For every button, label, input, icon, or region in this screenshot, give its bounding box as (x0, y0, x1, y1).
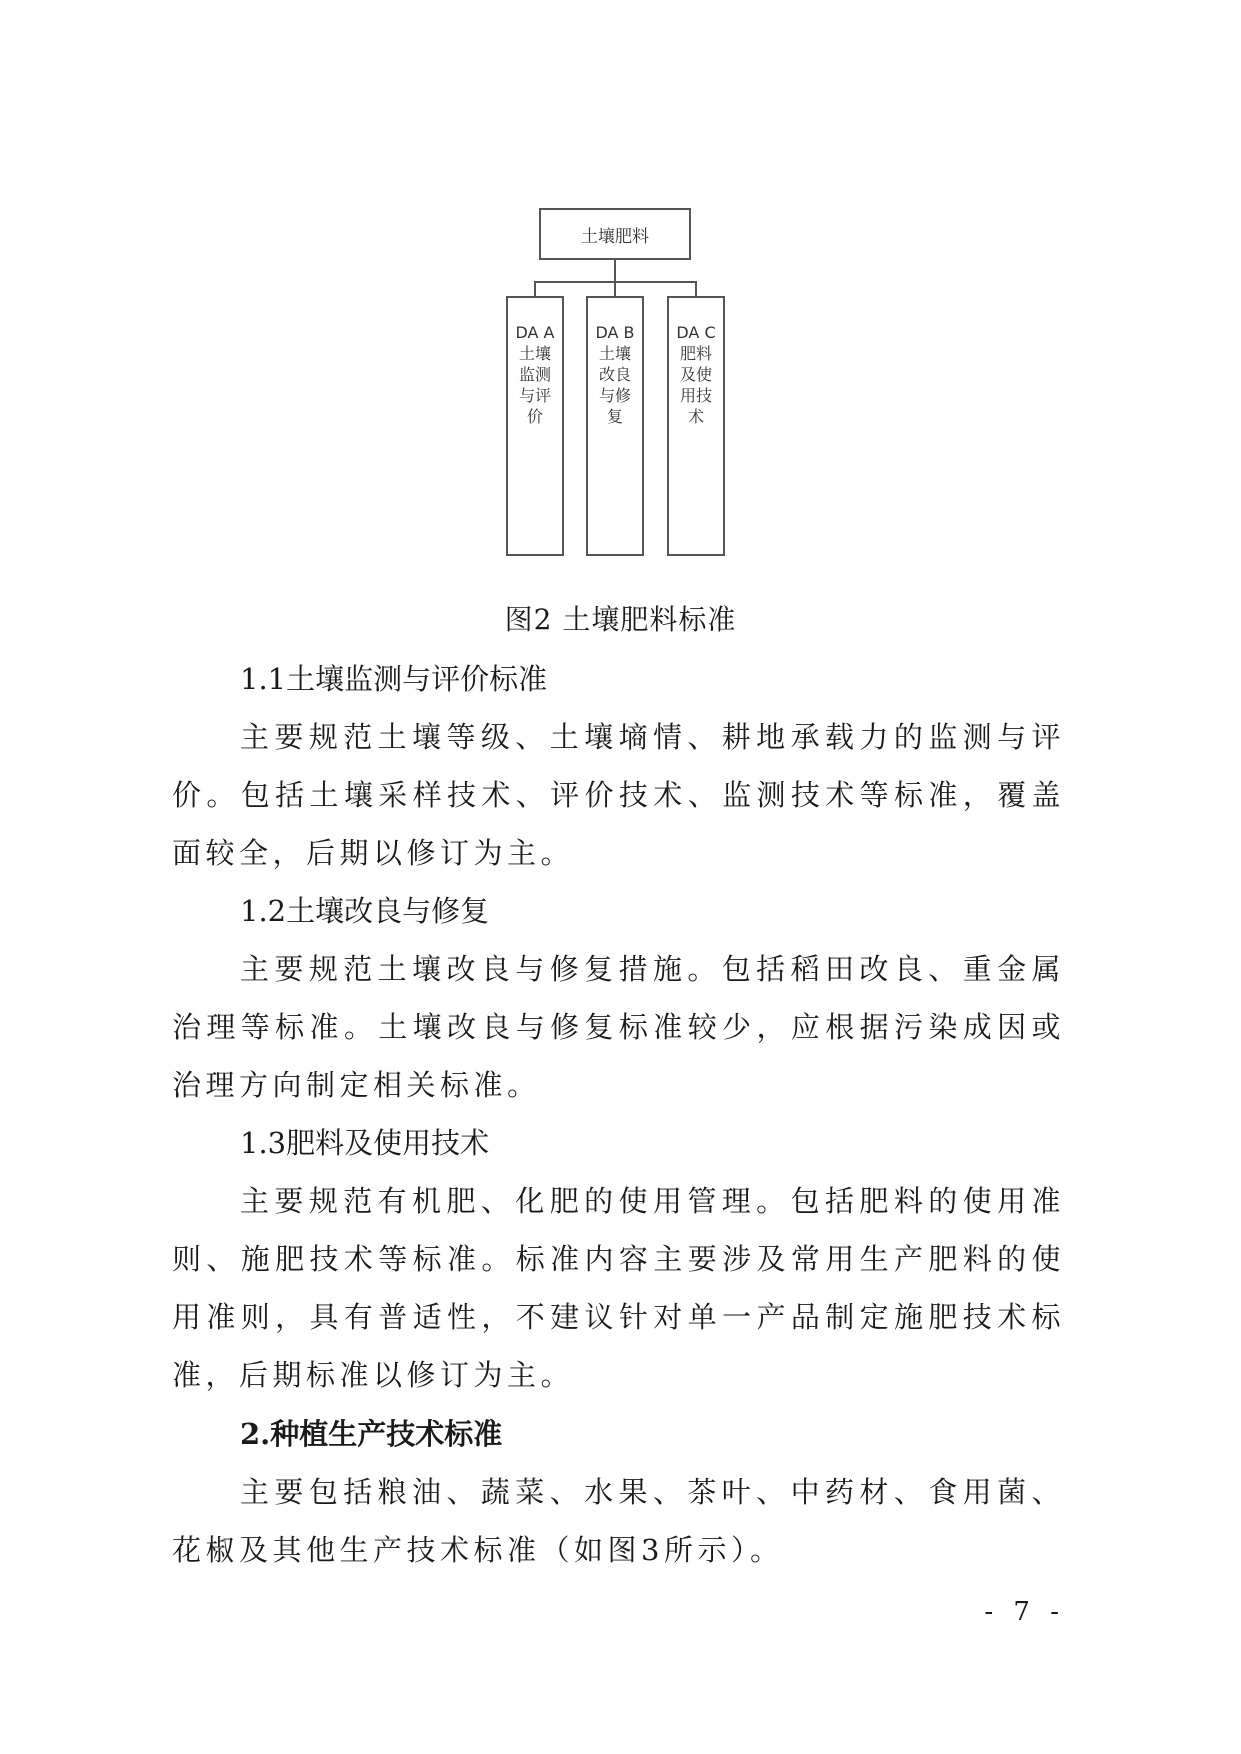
page-number: - 7 - (984, 1597, 1065, 1627)
section-1-1-body: 主要规范土壤等级、土壤墒情、耕地承载力的监测与评价。包括土壤采样技术、评价技术、监测技术等标准，覆盖面较全，后期以修订为主。 (172, 720, 1065, 870)
section-1-3-heading: 1.3肥料及使用技术 (240, 1126, 490, 1160)
connector-root-down (614, 260, 616, 282)
section-1-3-body: 主要规范有机肥、化肥的使用管理。包括肥料的使用准则、施肥技术等标准。标准内容主要涉及常用生产肥料的使用准则，具有普适性，不建议针对单一产品制定施肥技术标准，后期标准以修订为主。 (172, 1184, 1065, 1392)
diagram-root-node (539, 208, 691, 260)
diagram-root-label: 土壤肥料 (581, 226, 649, 247)
diagram-node-label: DA C 肥料及使用技术 (676, 323, 716, 426)
diagram-node-fertilizer (667, 296, 725, 556)
diagram-node-soil-improvement (586, 296, 644, 556)
section-2-heading: 2.种植生产技术标准 (240, 1417, 503, 1451)
connector-child-a (534, 281, 536, 296)
connector-child-b (614, 281, 616, 296)
diagram-node-label: DA B 土壤改良与修复 (595, 323, 635, 426)
section-1-1-heading: 1.1土壤监测与评价标准 (240, 662, 548, 696)
connector-child-c (695, 281, 697, 296)
section-1-2-body: 主要规范土壤改良与修复措施。包括稻田改良、重金属治理等标准。土壤改良与修复标准较少，应根据污染成因或治理方向制定相关标准。 (172, 952, 1065, 1102)
diagram-node-soil-monitoring (506, 296, 564, 556)
section-1-2-heading: 1.2土壤改良与修复 (240, 894, 490, 928)
figure-caption: 图2 土壤肥料标准 (504, 603, 737, 636)
section-2-body: 主要包括粮油、蔬菜、水果、茶叶、中药材、食用菌、花椒及其他生产技术标准（如图3所示）。 (172, 1475, 1065, 1567)
diagram-node-label: DA A 土壤监测与评价 (515, 323, 555, 426)
